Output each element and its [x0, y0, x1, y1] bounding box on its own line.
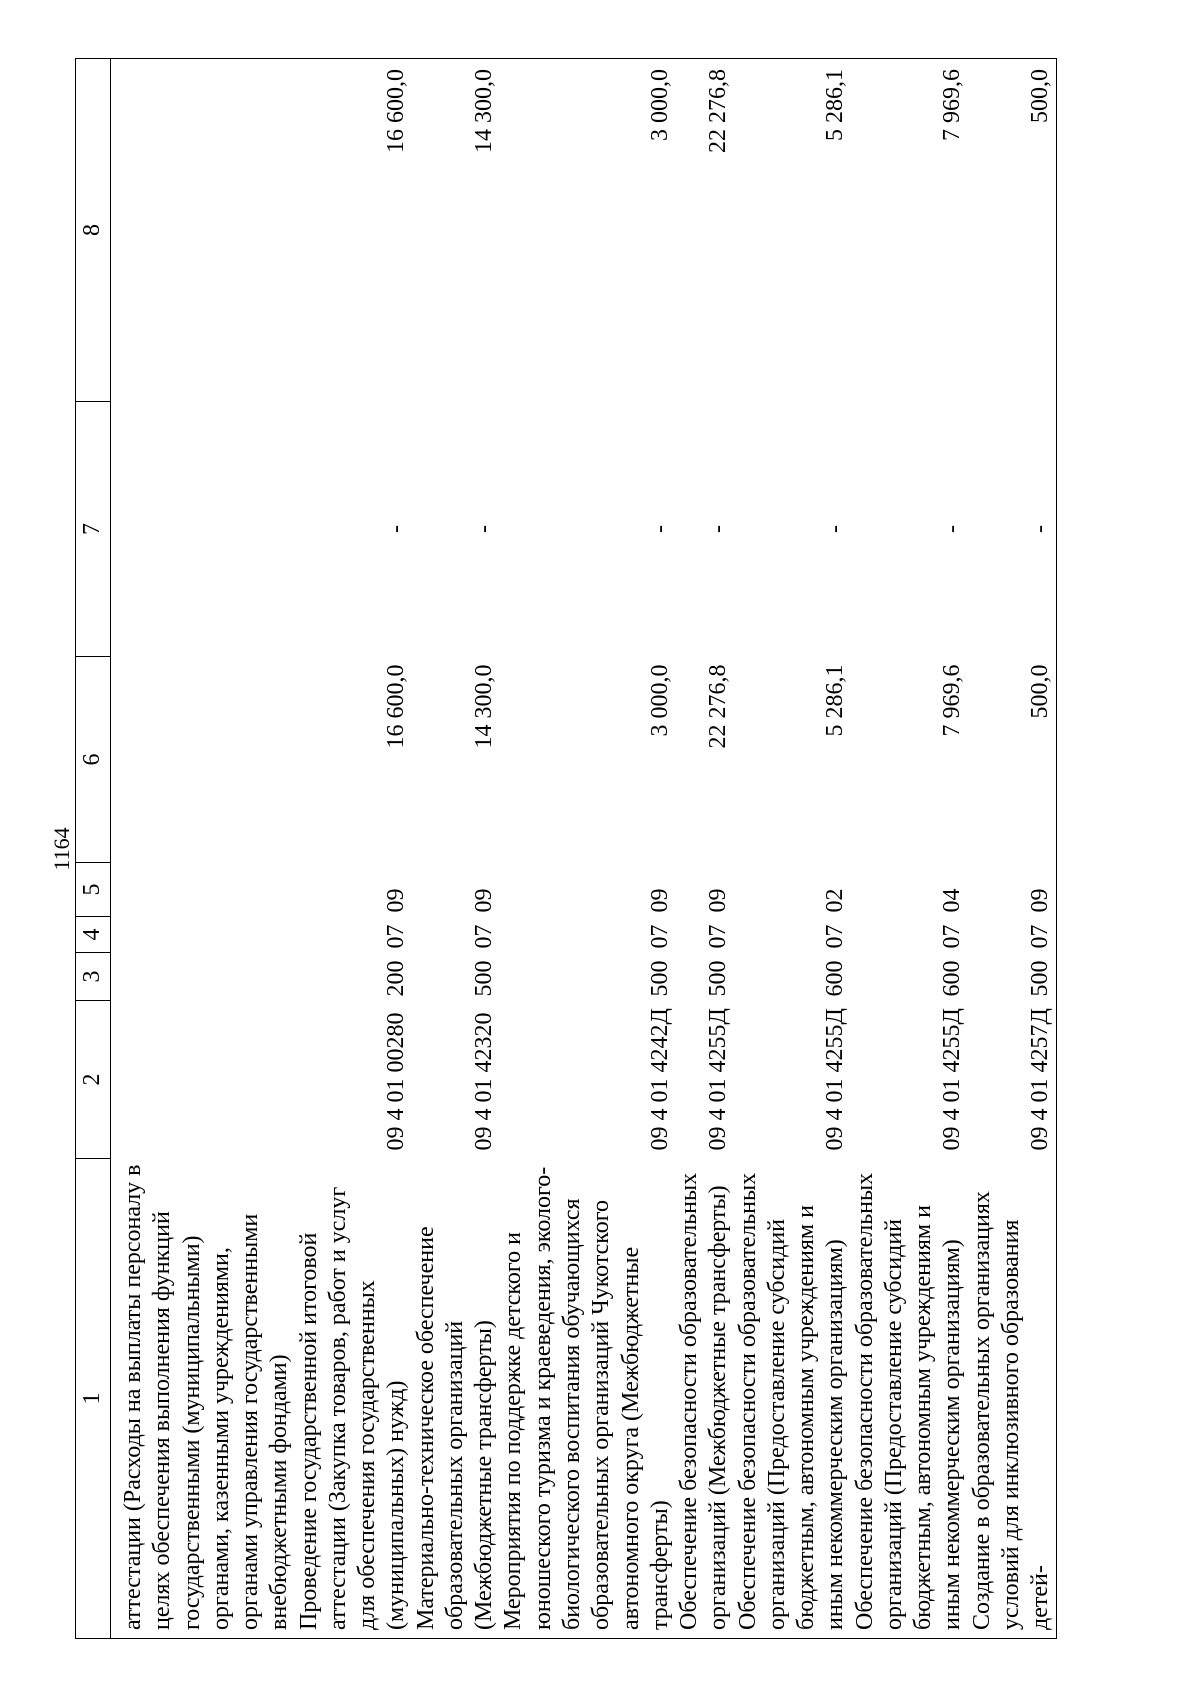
- section-code: 07: [968, 917, 1056, 953]
- table-row: [295, 59, 412, 1639]
- column-number-row: [76, 59, 111, 1639]
- table-row: [968, 59, 1056, 1639]
- amount-regional: 5 286,1: [734, 59, 851, 402]
- amount-regional: 500,0: [968, 59, 1056, 402]
- section-code: 07: [646, 924, 673, 949]
- amount-total: 16 600,0: [383, 664, 410, 749]
- column-header: 2: [76, 1001, 111, 1159]
- amount-federal: -: [822, 525, 849, 533]
- target-article-code: 09 4 01 4255Д: [822, 1008, 849, 1151]
- target-article-code: 09 4 01 00280: [383, 1012, 410, 1151]
- amount-federal: -: [646, 525, 673, 533]
- table-row: [499, 59, 675, 1639]
- target-article-code: 09 4 01 42320: [471, 1012, 498, 1151]
- row-description: аттестации (Расходы на выплаты персоналу в целях обеспечения выполнения функций государственными (муниципальными) органами, казенными учреждениями, органами управления государственными внебюджетными фондами): [111, 1159, 295, 1639]
- section-code: 07: [822, 924, 849, 949]
- row-description: Обеспечение безопасности образовательных организаций (Предоставление субсидий бюджетным, автономным учреждениям и иным некоммерческим организациям): [734, 1159, 851, 1639]
- budget-table: [75, 58, 1057, 1639]
- amount-regional: 3 000,0: [499, 59, 675, 402]
- section-code: 07: [383, 924, 410, 949]
- column-header: 8: [76, 59, 111, 402]
- subsection-code: 09: [705, 888, 732, 913]
- section-code: 07: [471, 924, 498, 949]
- amount-federal: -: [939, 525, 966, 533]
- amount-total: 500,0: [968, 657, 1056, 863]
- page-number: 1164: [49, 827, 74, 871]
- row-description: Мероприятия по поддержке детского и юношеского туризма и краеведения, эколого-биологического воспитания обучающихся образовательных организаций Чукотского автономного округа (Межбюджетные трансферты): [499, 1159, 675, 1639]
- section-code: 07: [939, 924, 966, 949]
- subsection-code: 09: [383, 888, 410, 913]
- amount-total: 3 000,0: [646, 664, 673, 737]
- amount-total: 7 969,6: [939, 664, 966, 737]
- budget-table-sheet: [75, 59, 1125, 1639]
- expense-type-code: 200: [383, 960, 410, 997]
- expense-type-code: 500: [705, 960, 732, 997]
- amount-federal: -: [968, 402, 1056, 657]
- subsection-code: 09: [968, 863, 1056, 917]
- column-header: 7: [76, 402, 111, 657]
- amount-regional: 22 276,8: [675, 59, 734, 402]
- amount-federal: [111, 402, 295, 657]
- expense-type-code: 600: [822, 960, 849, 997]
- expense-type-code: [111, 953, 295, 1001]
- table-row: [412, 59, 500, 1639]
- amount-federal: -: [383, 525, 410, 533]
- subsection-code: 04: [939, 888, 966, 913]
- target-article-code: [111, 1001, 295, 1159]
- subsection-code: 02: [822, 888, 849, 913]
- column-header: 5: [76, 863, 111, 917]
- row-description: Обеспечение безопасности образовательных организаций (Межбюджетные трансферты): [675, 1159, 734, 1639]
- expense-type-code: 500: [471, 960, 498, 997]
- target-article-code: 09 4 01 4255Д: [939, 1008, 966, 1151]
- row-description: Материально-техническое обеспечение образовательных организаций (Межбюджетные трансферты): [412, 1159, 500, 1639]
- subsection-code: [111, 863, 295, 917]
- column-header: 3: [76, 953, 111, 1001]
- subsection-code: 09: [646, 888, 673, 913]
- target-article-code: 09 4 01 4257Д: [968, 1001, 1056, 1159]
- amount-total: [111, 657, 295, 863]
- amount-federal: -: [705, 525, 732, 533]
- amount-regional: 16 600,0: [295, 59, 412, 402]
- table-row: [851, 59, 968, 1639]
- section-code: [111, 917, 295, 953]
- amount-total: 5 286,1: [822, 664, 849, 737]
- amount-regional: 7 969,6: [851, 59, 968, 402]
- column-header: 4: [76, 917, 111, 953]
- expense-type-code: 600: [939, 960, 966, 997]
- section-code: 07: [705, 924, 732, 949]
- expense-type-code: 500: [646, 960, 673, 997]
- table-row: [111, 59, 295, 1639]
- column-header: 6: [76, 657, 111, 863]
- row-description: Проведение государственной итоговой аттестации (Закупка товаров, работ и услуг для обеспечения государственных (муниципальных) нужд): [295, 1159, 412, 1639]
- amount-total: 14 300,0: [471, 664, 498, 749]
- row-description: Обеспечение безопасности образовательных организаций (Предоставление субсидий бюджетным, автономным учреждениям и иным некоммерческим организациям): [851, 1159, 968, 1639]
- expense-type-code: 500: [968, 953, 1056, 1001]
- table-row: [675, 59, 734, 1639]
- target-article-code: 09 4 01 4255Д: [705, 1008, 732, 1151]
- amount-regional: [111, 59, 295, 402]
- table-row: [734, 59, 851, 1639]
- subsection-code: 09: [471, 888, 498, 913]
- amount-federal: -: [471, 525, 498, 533]
- column-header: 1: [76, 1159, 111, 1639]
- target-article-code: 09 4 01 4242Д: [646, 1008, 673, 1151]
- row-description: Создание в образовательных организациях условий для инклюзивного образования детей-: [968, 1159, 1056, 1639]
- amount-regional: 14 300,0: [412, 59, 500, 402]
- amount-total: 22 276,8: [705, 664, 732, 749]
